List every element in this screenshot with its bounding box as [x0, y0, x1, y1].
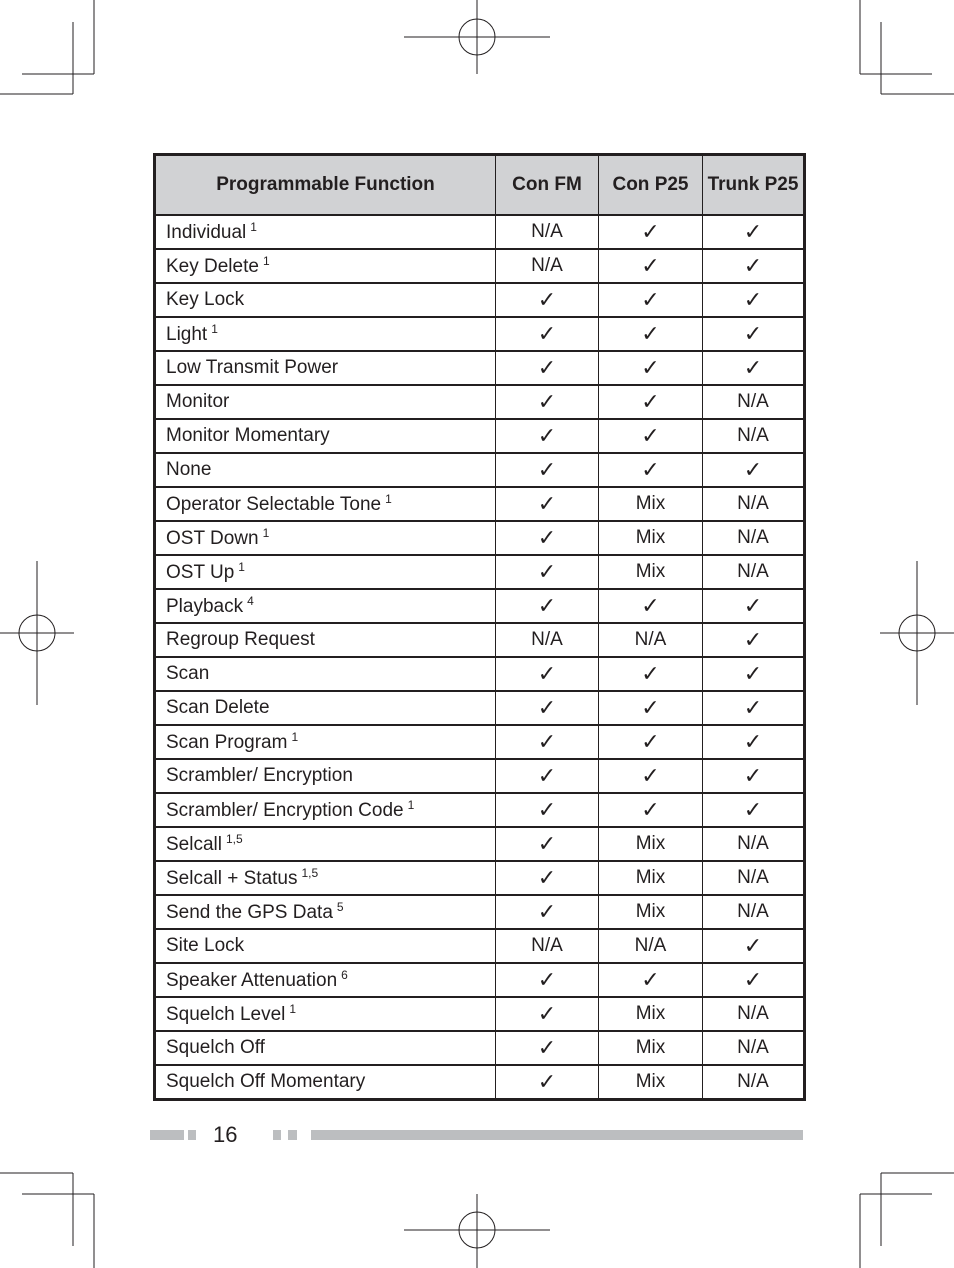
support-value: Mix — [635, 867, 666, 888]
table-row — [155, 997, 805, 1031]
table-row — [155, 1031, 805, 1065]
check-mark-icon: ✓ — [743, 695, 763, 721]
column-header-function: Programmable Function — [155, 155, 496, 216]
footnote-reference: 5 — [336, 900, 344, 914]
support-cell — [599, 1031, 703, 1065]
support-cell — [496, 759, 599, 793]
support-cell — [599, 895, 703, 929]
check-mark-icon: ✓ — [537, 457, 557, 483]
function-name: Selcall — [166, 834, 222, 855]
function-name-cell — [155, 453, 496, 487]
table-row — [155, 385, 805, 419]
support-value: Mix — [635, 1071, 666, 1092]
table-row — [155, 249, 805, 283]
table-row — [155, 521, 805, 555]
support-cell — [496, 589, 599, 623]
function-name-cell — [155, 691, 496, 725]
footnote-reference: 4 — [247, 594, 254, 608]
function-name: Key Lock — [166, 289, 245, 310]
support-cell — [496, 555, 599, 589]
function-name: Individual — [166, 222, 247, 243]
support-cell — [496, 385, 599, 419]
check-mark-icon: ✓ — [743, 933, 763, 959]
support-value: Mix — [635, 1037, 666, 1058]
support-cell — [496, 283, 599, 317]
support-cell — [599, 691, 703, 725]
check-mark-icon: ✓ — [537, 423, 557, 449]
function-name: Low Transmit Power — [166, 357, 339, 378]
check-mark-icon: ✓ — [641, 389, 660, 415]
support-cell — [496, 487, 599, 521]
support-value: N/A — [737, 561, 769, 582]
function-name: Scan Program — [166, 732, 288, 753]
check-mark-icon: ✓ — [641, 219, 660, 245]
function-name: OST Down — [166, 528, 259, 549]
check-mark-icon: ✓ — [743, 219, 763, 245]
table-row — [155, 453, 805, 487]
support-value: N/A — [634, 629, 667, 650]
check-mark-icon: ✓ — [537, 831, 557, 857]
support-value: N/A — [737, 901, 769, 922]
check-mark-icon: ✓ — [537, 355, 557, 381]
support-cell — [703, 861, 805, 895]
support-cell — [599, 861, 703, 895]
function-name-cell — [155, 1031, 496, 1065]
function-name: Monitor — [166, 391, 230, 412]
support-cell — [703, 249, 805, 283]
check-mark-icon: ✓ — [743, 627, 763, 653]
footer-bar-segment — [188, 1130, 196, 1140]
footnote-reference: 1 — [407, 798, 415, 812]
footnote-reference: 1 — [250, 220, 257, 234]
check-mark-icon: ✓ — [537, 593, 557, 619]
function-name-cell — [155, 521, 496, 555]
check-mark-icon: ✓ — [537, 1001, 557, 1027]
function-name-cell — [155, 963, 496, 997]
support-cell — [599, 657, 703, 691]
function-name: Speaker Attenuation — [166, 970, 338, 991]
support-cell — [496, 691, 599, 725]
check-mark-icon: ✓ — [641, 423, 660, 449]
function-name-cell — [155, 419, 496, 453]
support-cell — [599, 351, 703, 385]
check-mark-icon: ✓ — [537, 1035, 557, 1061]
support-cell — [599, 623, 703, 657]
support-cell — [703, 487, 805, 521]
function-name-cell — [155, 351, 496, 385]
function-name-cell — [155, 759, 496, 793]
footer-bar-segment — [150, 1130, 184, 1140]
function-name: Playback — [166, 596, 244, 617]
support-cell — [496, 895, 599, 929]
table-header-row — [155, 155, 805, 216]
column-header-trunk-p25: Trunk P25 — [703, 155, 805, 216]
table-row — [155, 793, 805, 827]
function-name-cell — [155, 215, 496, 249]
check-mark-icon: ✓ — [743, 797, 763, 823]
function-name: Site Lock — [166, 935, 245, 956]
check-mark-icon: ✓ — [537, 525, 557, 551]
function-name: Squelch Level — [166, 1004, 286, 1025]
support-value: N/A — [737, 391, 769, 412]
check-mark-icon: ✓ — [641, 967, 660, 993]
function-name: Selcall + Status — [166, 868, 298, 889]
footnote-reference: 1,5 — [225, 832, 243, 846]
support-value: N/A — [531, 935, 563, 956]
footnote-reference: 1 — [291, 730, 299, 744]
support-cell — [599, 385, 703, 419]
check-mark-icon: ✓ — [743, 661, 763, 687]
check-mark-icon: ✓ — [537, 899, 557, 925]
check-mark-icon: ✓ — [641, 593, 660, 619]
table-row — [155, 827, 805, 861]
function-name: OST Up — [166, 562, 235, 583]
support-value: N/A — [737, 425, 769, 446]
function-name-cell — [155, 385, 496, 419]
support-cell — [703, 589, 805, 623]
function-name: Key Delete — [166, 256, 259, 277]
function-name-cell — [155, 861, 496, 895]
support-cell — [496, 997, 599, 1031]
support-cell — [703, 657, 805, 691]
function-name-cell — [155, 793, 496, 827]
support-cell — [703, 827, 805, 861]
footer-bar-segment — [311, 1130, 803, 1140]
support-value: N/A — [737, 1003, 769, 1024]
support-value: N/A — [737, 833, 769, 854]
support-cell — [703, 1065, 805, 1100]
check-mark-icon: ✓ — [537, 967, 557, 993]
footnote-reference: 1 — [262, 526, 270, 540]
function-name: None — [166, 459, 212, 480]
table-row — [155, 895, 805, 929]
function-name-cell — [155, 249, 496, 283]
table-row — [155, 759, 805, 793]
support-cell — [599, 1065, 703, 1100]
table-row — [155, 623, 805, 657]
support-value: Mix — [635, 561, 666, 582]
check-mark-icon: ✓ — [641, 287, 660, 313]
function-name-cell — [155, 725, 496, 759]
function-name-cell — [155, 827, 496, 861]
check-mark-icon: ✓ — [641, 321, 660, 347]
function-name: Scan — [166, 663, 210, 684]
check-mark-icon: ✓ — [537, 1069, 557, 1095]
table-row — [155, 487, 805, 521]
check-mark-icon: ✓ — [641, 729, 660, 755]
support-cell — [496, 827, 599, 861]
check-mark-icon: ✓ — [641, 695, 660, 721]
function-name-cell — [155, 657, 496, 691]
support-cell — [703, 283, 805, 317]
support-value: Mix — [635, 493, 666, 514]
table-row — [155, 215, 805, 249]
support-cell — [599, 997, 703, 1031]
check-mark-icon: ✓ — [537, 661, 557, 687]
support-cell — [496, 929, 599, 963]
column-header-con-fm: Con FM — [496, 155, 599, 216]
check-mark-icon: ✓ — [641, 661, 660, 687]
support-value: N/A — [737, 527, 769, 548]
page-number: 16 — [213, 1122, 238, 1147]
support-cell — [496, 215, 599, 249]
table-row — [155, 555, 805, 589]
support-value: N/A — [737, 493, 769, 514]
support-cell — [496, 317, 599, 351]
check-mark-icon: ✓ — [537, 287, 557, 313]
footer-bar-segment — [288, 1130, 297, 1140]
table-row — [155, 929, 805, 963]
support-cell — [703, 623, 805, 657]
check-mark-icon: ✓ — [537, 321, 557, 347]
check-mark-icon: ✓ — [743, 321, 763, 347]
support-cell — [703, 963, 805, 997]
check-mark-icon: ✓ — [537, 865, 557, 891]
function-name-cell — [155, 487, 496, 521]
check-mark-icon: ✓ — [743, 593, 763, 619]
support-cell — [703, 997, 805, 1031]
check-mark-icon: ✓ — [743, 967, 763, 993]
support-cell — [496, 1031, 599, 1065]
support-cell — [599, 487, 703, 521]
support-cell — [599, 317, 703, 351]
support-value: N/A — [737, 867, 769, 888]
check-mark-icon: ✓ — [537, 729, 557, 755]
support-cell — [496, 351, 599, 385]
footnote-reference: 1 — [262, 254, 270, 268]
support-cell — [599, 215, 703, 249]
support-cell — [496, 793, 599, 827]
support-cell — [599, 827, 703, 861]
support-cell — [599, 725, 703, 759]
support-cell — [496, 1065, 599, 1100]
support-cell — [703, 793, 805, 827]
function-name-cell — [155, 589, 496, 623]
support-value: N/A — [737, 1071, 769, 1092]
check-mark-icon: ✓ — [743, 457, 763, 483]
support-cell — [703, 725, 805, 759]
check-mark-icon: ✓ — [537, 695, 557, 721]
check-mark-icon: ✓ — [641, 763, 660, 789]
support-cell — [599, 521, 703, 555]
check-mark-icon: ✓ — [537, 389, 557, 415]
function-name-cell — [155, 555, 496, 589]
check-mark-icon: ✓ — [537, 491, 557, 517]
support-value: Mix — [635, 901, 666, 922]
table-row — [155, 725, 805, 759]
support-value: N/A — [531, 255, 563, 276]
support-cell — [599, 453, 703, 487]
support-cell — [703, 895, 805, 929]
support-value: N/A — [531, 629, 563, 650]
function-name-cell — [155, 997, 496, 1031]
function-name-cell — [155, 1065, 496, 1100]
footnote-reference: 1,5 — [301, 866, 319, 880]
function-name-cell — [155, 317, 496, 351]
check-mark-icon: ✓ — [641, 457, 660, 483]
check-mark-icon: ✓ — [743, 729, 763, 755]
support-value: N/A — [531, 221, 563, 242]
footnote-reference: 1 — [211, 322, 218, 336]
check-mark-icon: ✓ — [743, 253, 763, 279]
check-mark-icon: ✓ — [537, 559, 557, 585]
support-value: N/A — [737, 1037, 769, 1058]
table-row — [155, 691, 805, 725]
function-name: Operator Selectable Tone — [166, 494, 382, 515]
support-cell — [599, 249, 703, 283]
support-value: N/A — [634, 935, 667, 956]
support-cell — [703, 759, 805, 793]
table-row — [155, 351, 805, 385]
support-cell — [703, 385, 805, 419]
check-mark-icon: ✓ — [743, 287, 763, 313]
function-name: Regroup Request — [166, 629, 315, 650]
table-row — [155, 861, 805, 895]
support-cell — [496, 249, 599, 283]
support-cell — [496, 725, 599, 759]
support-cell — [496, 657, 599, 691]
support-cell — [703, 521, 805, 555]
function-name: Squelch Off — [166, 1037, 265, 1058]
footnote-reference: 1 — [238, 560, 245, 574]
function-name-cell — [155, 283, 496, 317]
support-cell — [496, 419, 599, 453]
footer-bar-segment — [273, 1130, 281, 1140]
programmable-function-table — [153, 153, 806, 1101]
support-cell — [496, 623, 599, 657]
support-cell — [703, 419, 805, 453]
support-cell — [703, 929, 805, 963]
footnote-reference: 1 — [289, 1002, 297, 1016]
function-name: Monitor Momentary — [166, 425, 330, 446]
support-cell — [599, 793, 703, 827]
support-cell — [496, 963, 599, 997]
table-row — [155, 963, 805, 997]
function-name: Scrambler/ Encryption Code — [166, 800, 404, 821]
support-cell — [703, 1031, 805, 1065]
support-cell — [703, 215, 805, 249]
footnote-reference: 1 — [385, 492, 392, 506]
function-name-cell — [155, 623, 496, 657]
support-cell — [703, 453, 805, 487]
function-name: Scan Delete — [166, 697, 270, 718]
support-cell — [703, 691, 805, 725]
table-row — [155, 283, 805, 317]
check-mark-icon: ✓ — [743, 763, 763, 789]
function-name: Squelch Off Momentary — [166, 1071, 366, 1092]
support-cell — [599, 419, 703, 453]
table-row — [155, 657, 805, 691]
check-mark-icon: ✓ — [537, 797, 557, 823]
support-cell — [599, 759, 703, 793]
function-name: Scrambler/ Encryption — [166, 765, 353, 786]
support-value: Mix — [635, 527, 666, 548]
table-row — [155, 589, 805, 623]
column-header-con-p25: Con P25 — [599, 155, 703, 216]
support-cell — [703, 555, 805, 589]
support-cell — [599, 929, 703, 963]
check-mark-icon: ✓ — [641, 355, 660, 381]
support-cell — [599, 589, 703, 623]
support-cell — [703, 351, 805, 385]
table-row — [155, 317, 805, 351]
footnote-reference: 6 — [341, 968, 348, 982]
check-mark-icon: ✓ — [537, 763, 557, 789]
table-row — [155, 1065, 805, 1100]
support-cell — [599, 555, 703, 589]
support-cell — [496, 861, 599, 895]
check-mark-icon: ✓ — [641, 253, 660, 279]
support-cell — [496, 521, 599, 555]
table-row — [155, 419, 805, 453]
function-name-cell — [155, 895, 496, 929]
check-mark-icon: ✓ — [641, 797, 660, 823]
function-name-cell — [155, 929, 496, 963]
support-cell — [496, 453, 599, 487]
support-cell — [599, 963, 703, 997]
function-name: Light — [166, 324, 208, 345]
support-value: Mix — [635, 1003, 666, 1024]
support-value: Mix — [635, 833, 666, 854]
check-mark-icon: ✓ — [743, 355, 763, 381]
function-name: Send the GPS Data — [166, 902, 333, 923]
support-cell — [599, 283, 703, 317]
support-cell — [703, 317, 805, 351]
